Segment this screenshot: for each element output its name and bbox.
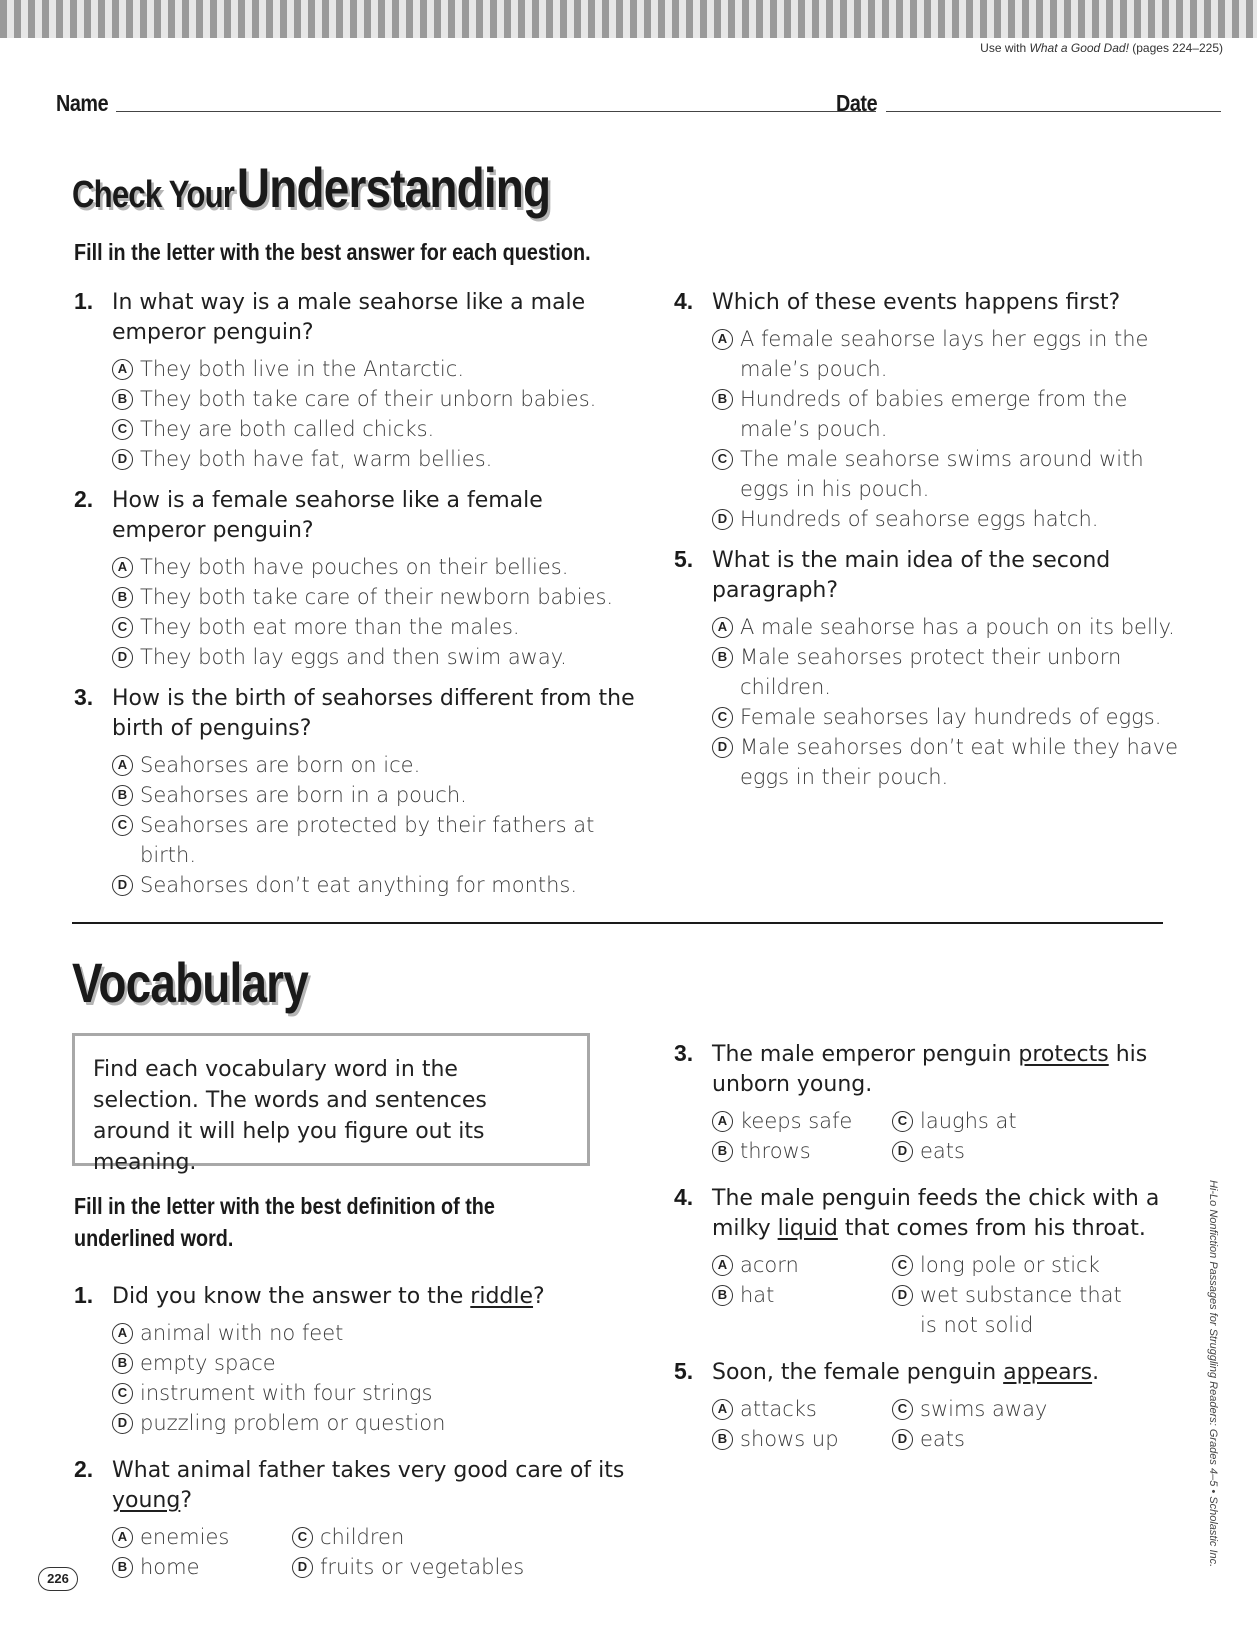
option-text: They both live in the Antarctic. [140,357,464,381]
option-letter-bubble[interactable]: C [292,1527,313,1548]
option-letter-bubble[interactable]: D [112,875,133,896]
option-text: empty space [140,1351,276,1375]
question-text: Which of these events happens first? [712,290,1121,315]
answer-option[interactable] [892,1136,1132,1166]
answer-option[interactable] [112,1378,639,1408]
option-letter-bubble[interactable]: B [112,587,133,608]
question-text-after: that comes from his throat. [837,1216,1146,1241]
option-letter-bubble[interactable]: C [712,707,733,728]
option-letter-bubble[interactable]: D [892,1285,913,1306]
question-text [112,1282,639,1312]
vocab-question-item [74,1456,639,1582]
answer-option[interactable] [712,1250,892,1280]
answer-options [712,612,1179,792]
date-field[interactable] [886,111,1221,112]
answer-option[interactable] [112,810,639,870]
question-text-after: ? [180,1488,193,1513]
option-text: fruits or vegetables [320,1555,525,1579]
question-text: In what way is a male seahorse like a male emperor penguin? [112,290,586,345]
option-text: swims away [920,1397,1048,1421]
vocab-question-item [74,1282,639,1438]
question-text-before: The male penguin feeds the chick with a milky [712,1186,1160,1241]
option-letter-bubble[interactable]: C [112,419,133,440]
option-letter-bubble[interactable]: C [892,1399,913,1420]
vocabulary-tip-box: Find each vocabulary word in the selection. The words and sentences around it will help you figure out its meaning. [72,1033,590,1166]
underlined-word: protects [1018,1042,1109,1067]
option-text: They both take care of their unborn babies. [140,387,597,411]
question-number: 2. [74,1456,94,1482]
understanding-left-column [74,288,639,912]
section-divider [72,922,1163,924]
option-text: hat [740,1283,775,1307]
answer-option[interactable] [112,444,639,474]
option-text: long pole or stick [920,1253,1100,1277]
answer-option[interactable] [292,1552,532,1582]
option-text: The male seahorse swims around with eggs in his pouch. [740,447,1144,501]
answer-option[interactable] [112,582,639,612]
option-text: eats [920,1139,965,1163]
vocabulary-right-column [674,1040,1179,1472]
option-letter-bubble[interactable]: A [712,1399,733,1420]
question-number: 1. [74,1282,94,1308]
answer-options [112,750,639,900]
option-text: Male seahorses protect their unborn children. [740,645,1122,699]
vocabulary-title: Vocabulary [72,951,308,1014]
option-text: Hundreds of seahorse eggs hatch. [740,507,1099,531]
option-text: home [140,1555,200,1579]
answer-options [112,1522,639,1582]
option-text: They both eat more than the males. [140,615,520,639]
option-letter-bubble[interactable]: A [712,1255,733,1276]
answer-options [712,1250,1179,1340]
vocab-question-item [674,1040,1179,1166]
answer-option[interactable] [892,1250,1132,1280]
answer-option[interactable] [712,504,1179,534]
question-item [74,684,639,900]
question-item [74,288,639,474]
answer-option[interactable] [112,1318,639,1348]
option-text: eats [920,1427,965,1451]
option-letter-bubble[interactable]: D [112,449,133,470]
option-text: They both lay eggs and then swim away. [140,645,567,669]
question-text: What is the main idea of the second paragraph? [712,548,1111,603]
question-text [712,1358,1179,1388]
option-letter-bubble[interactable]: D [892,1141,913,1162]
question-text-after: ? [533,1284,545,1309]
option-letter-bubble[interactable]: A [712,1111,733,1132]
use-with-note: Use with What a Good Dad! (pages 224–225) [980,41,1223,55]
question-text-before: What animal father takes very good care of its [112,1458,625,1483]
answer-options [112,354,639,474]
answer-option[interactable] [112,384,639,414]
question-text-after: . [1092,1360,1100,1385]
answer-option[interactable] [892,1424,1132,1454]
vocab-question-item [674,1358,1179,1454]
question-item [74,486,639,672]
option-text: animal with no feet [140,1321,344,1345]
option-letter-bubble[interactable]: C [892,1255,913,1276]
option-letter-bubble[interactable]: D [292,1557,313,1578]
option-letter-bubble[interactable]: B [712,1285,733,1306]
option-text: They both take care of their newborn babies. [140,585,614,609]
option-letter-bubble[interactable]: B [712,1429,733,1450]
option-letter-bubble[interactable]: A [712,617,733,638]
option-letter-bubble[interactable]: D [112,647,133,668]
answer-option[interactable] [112,1522,292,1552]
option-text: They are both called chicks. [140,417,435,441]
option-text: A male seahorse has a pouch on its belly. [740,615,1175,639]
option-letter-bubble[interactable]: C [712,449,733,470]
answer-option[interactable] [712,642,1179,702]
option-text: wet substance that is not solid [920,1283,1122,1337]
option-letter-bubble[interactable]: B [712,647,733,668]
answer-option[interactable] [292,1522,532,1552]
answer-option[interactable] [712,1424,892,1454]
question-text [712,1040,1179,1100]
understanding-instruction: Fill in the letter with the best answer for each question. [74,239,591,265]
name-date-row [56,90,1221,120]
answer-option[interactable] [892,1280,1132,1340]
option-text: Seahorses don’t eat anything for months. [140,873,578,897]
question-number: 5. [674,546,694,572]
option-text: A female seahorse lays her eggs in the male’s pouch. [740,327,1149,381]
answer-option[interactable] [112,354,639,384]
option-letter-bubble[interactable]: A [112,755,133,776]
question-number: 4. [674,1184,694,1210]
top-stripe-decoration [0,0,1257,38]
option-text: Hundreds of babies emerge from the male’s pouch. [740,387,1128,441]
question-text-after: his unborn young. [712,1042,1148,1097]
answer-option[interactable] [712,1106,892,1136]
option-letter-bubble[interactable]: D [712,737,733,758]
option-letter-bubble[interactable]: D [712,509,733,530]
answer-option[interactable] [112,1552,292,1582]
option-letter-bubble[interactable]: C [112,617,133,638]
question-text: How is a female seahorse like a female emperor penguin? [112,488,543,543]
question-text [112,1456,639,1516]
option-letter-bubble[interactable]: B [112,389,133,410]
answer-option[interactable] [712,612,1179,642]
option-letter-bubble[interactable]: C [112,815,133,836]
answer-option[interactable] [712,1280,892,1340]
option-letter-bubble[interactable]: C [112,1383,133,1404]
option-text: throws [740,1139,811,1163]
option-letter-bubble[interactable]: B [112,785,133,806]
vocabulary-left-column [74,1282,639,1600]
option-letter-bubble[interactable]: A [112,1323,133,1344]
answer-options [712,1106,1179,1166]
option-letter-bubble[interactable]: B [712,389,733,410]
answer-option[interactable] [892,1394,1132,1424]
option-letter-bubble[interactable]: B [112,1557,133,1578]
answer-option[interactable] [112,642,639,672]
answer-options [712,1394,1179,1454]
option-text: laughs at [920,1109,1017,1133]
question-text [712,1184,1179,1244]
option-text: Seahorses are protected by their fathers at birth. [140,813,595,867]
option-text: attacks [740,1397,817,1421]
answer-option[interactable] [112,1348,639,1378]
answer-option[interactable] [892,1106,1132,1136]
option-letter-bubble[interactable]: A [712,329,733,350]
question-number: 4. [674,288,694,314]
page-number: 226 [38,1567,78,1591]
option-letter-bubble[interactable]: A [112,557,133,578]
option-text: instrument with four strings [140,1381,433,1405]
option-letter-bubble[interactable]: D [112,1413,133,1434]
option-letter-bubble[interactable]: D [892,1429,913,1450]
question-text-before: The male emperor penguin [712,1042,1019,1067]
answer-option[interactable] [112,414,639,444]
answer-option[interactable] [712,702,1179,732]
question-number: 3. [674,1040,694,1066]
option-text: Male seahorses don’t eat while they have eggs in their pouch. [740,735,1179,789]
answer-option[interactable] [112,870,639,900]
answer-option[interactable] [112,612,639,642]
vocab-question-item [674,1184,1179,1340]
answer-options [112,1318,639,1438]
question-item [674,546,1179,792]
question-text: How is the birth of seahorses different from the birth of penguins? [112,686,635,741]
question-item [674,288,1179,534]
option-text: shows up [740,1427,839,1451]
name-label: Name [56,90,109,116]
answer-option[interactable] [112,780,639,810]
question-number: 2. [74,486,94,512]
underlined-word: young [112,1488,181,1513]
understanding-right-column [674,288,1179,804]
option-text: They both have pouches on their bellies. [140,555,569,579]
option-text: Seahorses are born in a pouch. [140,783,467,807]
option-text: enemies [140,1525,230,1549]
side-credit: Hi-Lo Nonfiction Passages for Struggling Readers: Grades 4–5 • Scholastic Inc. [1207,1180,1219,1568]
answer-option[interactable] [112,552,639,582]
date-label: Date [836,90,878,116]
option-letter-bubble[interactable]: A [112,359,133,380]
answer-option[interactable] [712,1136,892,1166]
option-text: Female seahorses lay hundreds of eggs. [740,705,1162,729]
question-text-before: Soon, the female penguin [712,1360,1004,1385]
option-text: keeps safe [740,1109,853,1133]
option-letter-bubble[interactable]: B [112,1353,133,1374]
answer-option[interactable] [112,1408,639,1438]
answer-option[interactable] [112,750,639,780]
answer-option[interactable] [712,1394,892,1424]
answer-options [112,552,639,672]
vocabulary-instruction: Fill in the letter with the best definition of the underlined word. [74,1193,495,1251]
answer-option[interactable] [712,384,1179,444]
option-text: They both have fat, warm bellies. [140,447,493,471]
question-number: 1. [74,288,94,314]
answer-option[interactable] [712,324,1179,384]
option-text: children [320,1525,405,1549]
understanding-title: Check Your Understanding [72,156,551,219]
option-text: acorn [740,1253,799,1277]
answer-options [712,324,1179,534]
name-field[interactable] [116,111,876,112]
question-number: 3. [74,684,94,710]
answer-option[interactable] [712,444,1179,504]
question-text-before: Did you know the answer to the [112,1284,471,1309]
answer-option[interactable] [712,732,1179,792]
option-text: Seahorses are born on ice. [140,753,421,777]
underlined-word: riddle [470,1284,534,1309]
underlined-word: appears [1003,1360,1093,1385]
question-number: 5. [674,1358,694,1384]
underlined-word: liquid [777,1216,838,1241]
option-letter-bubble[interactable]: A [112,1527,133,1548]
option-text: puzzling problem or question [140,1411,446,1435]
option-letter-bubble[interactable]: B [712,1141,733,1162]
option-letter-bubble[interactable]: C [892,1111,913,1132]
